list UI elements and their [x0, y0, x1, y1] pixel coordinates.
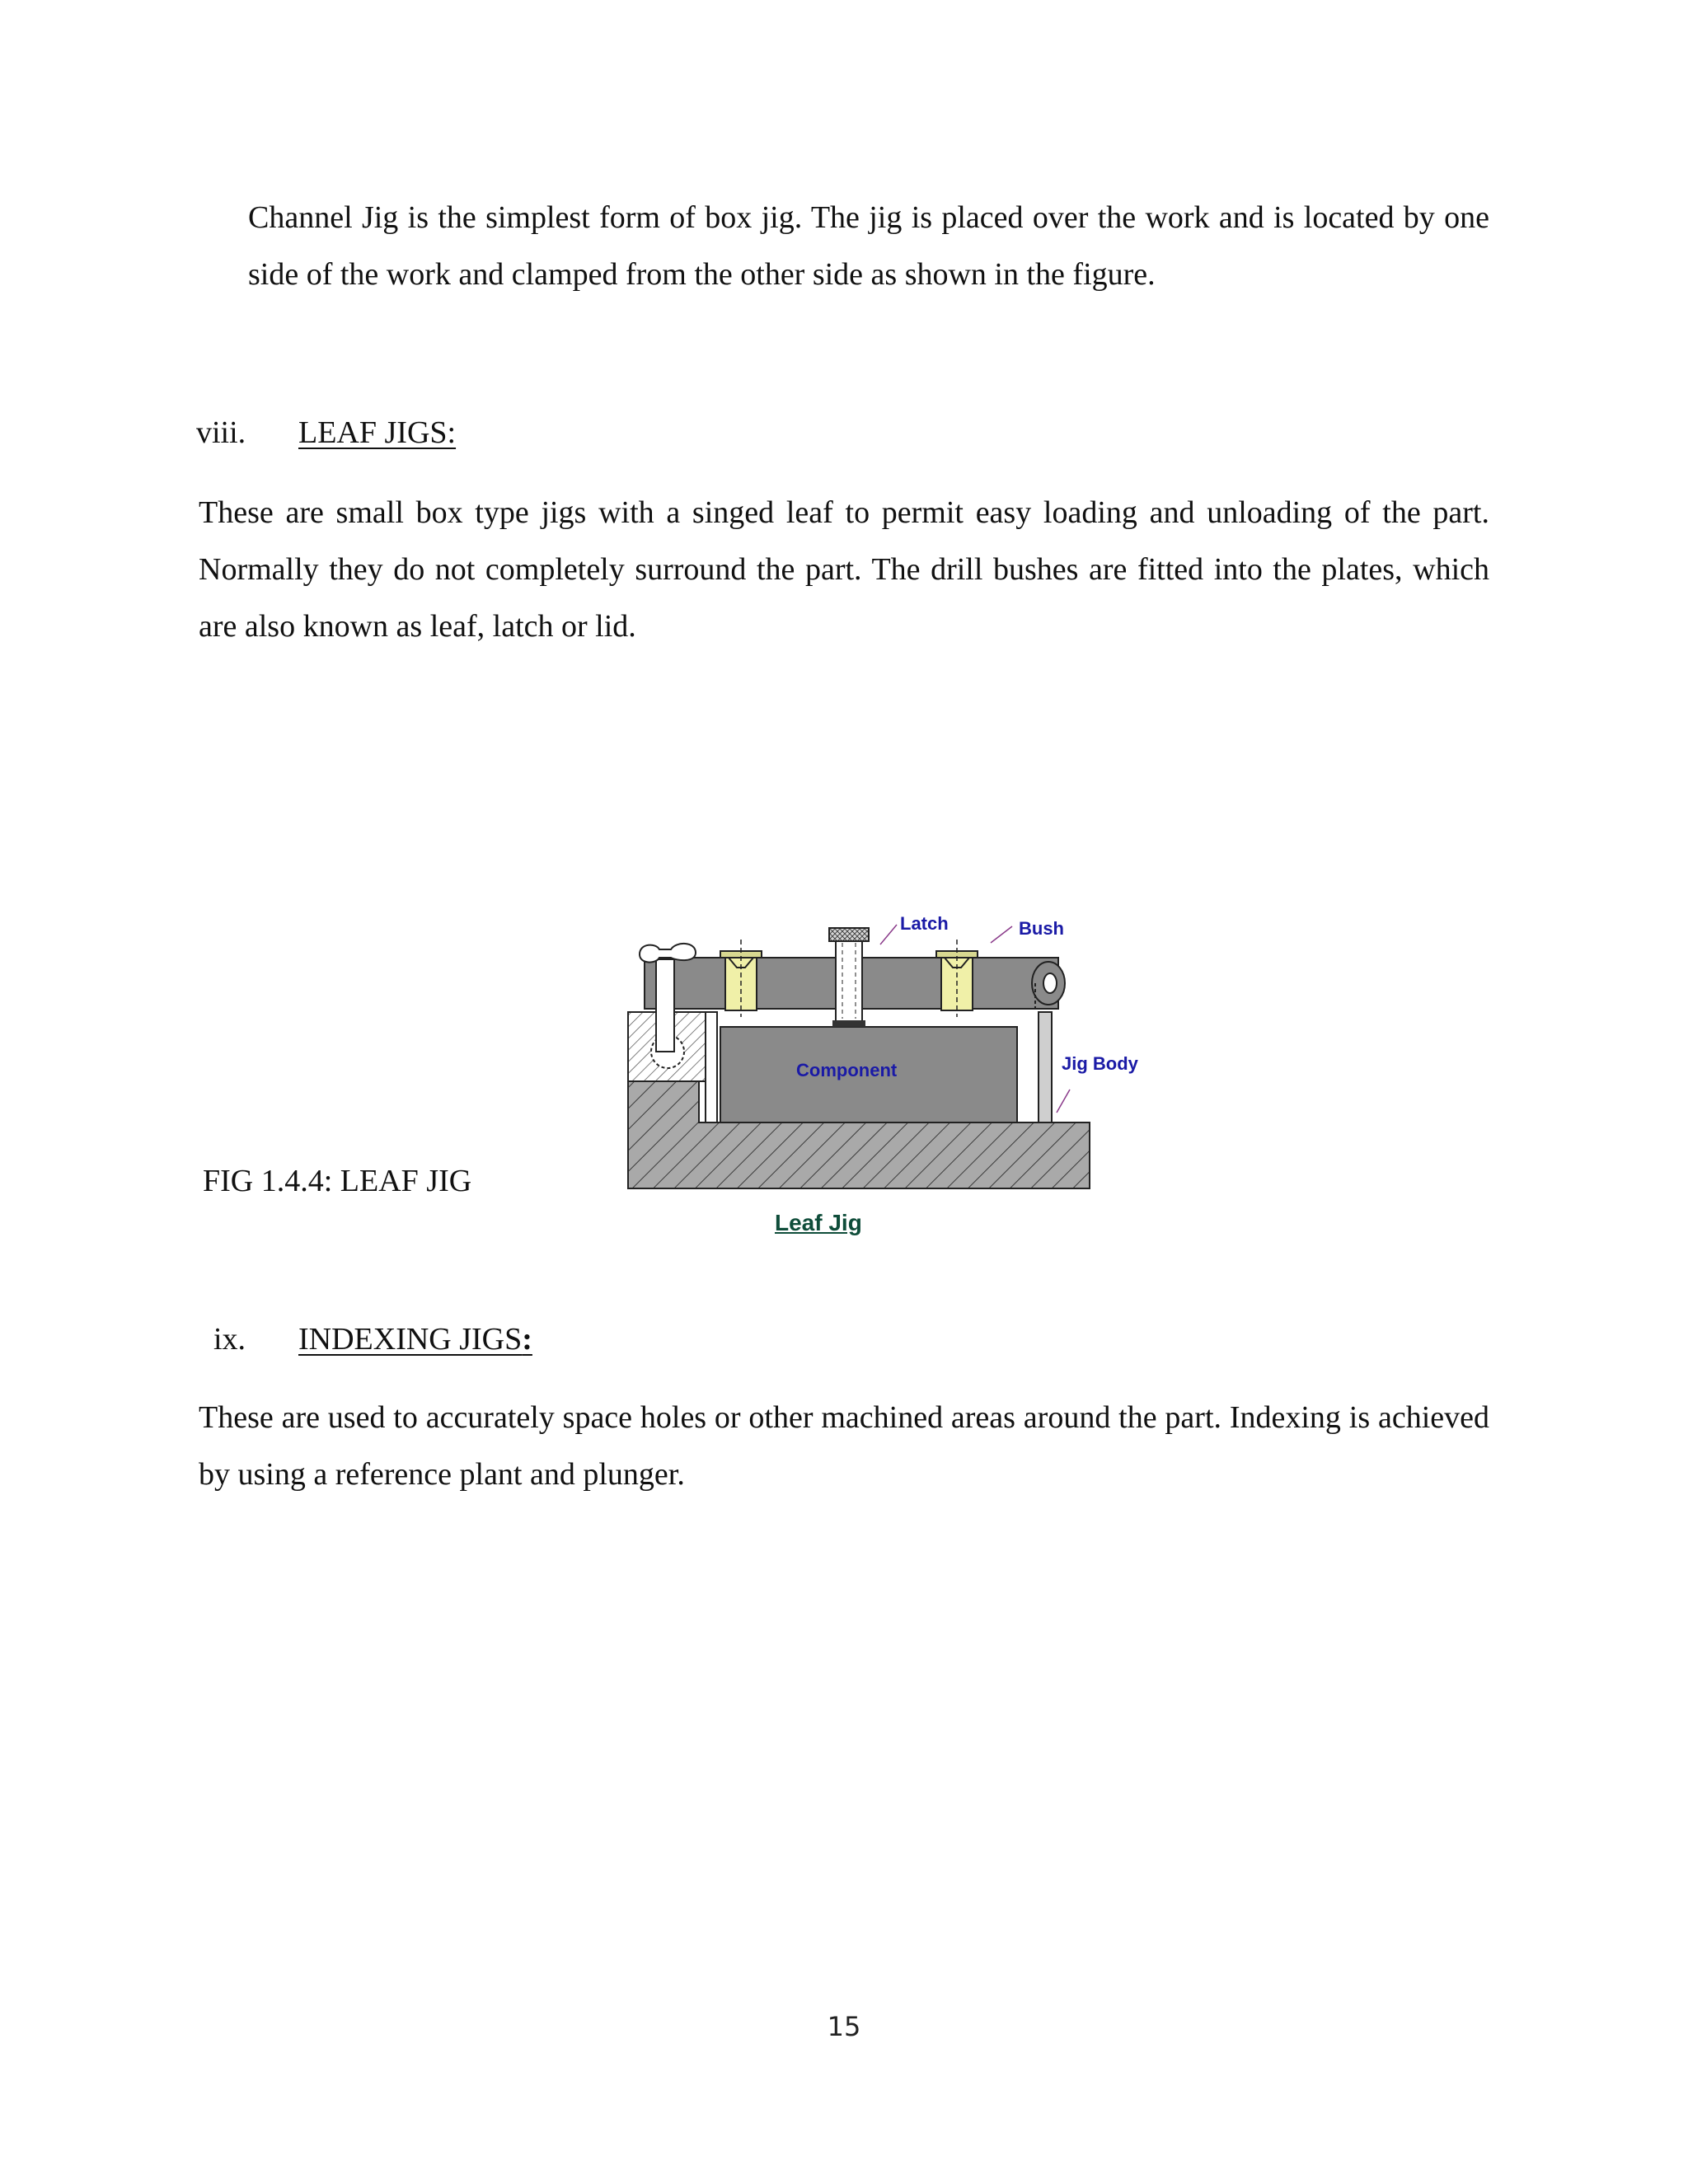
leaf-jigs-heading — [196, 412, 691, 453]
left-wall — [706, 1012, 717, 1122]
component-label: Component — [796, 1060, 898, 1080]
figure-title: Leaf Jig — [775, 1210, 862, 1235]
intro-paragraph: Channel Jig is the simplest form of box jig. The jig is placed over the work and is located by one side of the work and clamped from the other side as shown in the figure. — [248, 200, 1489, 292]
section-title-colon: : — [522, 1322, 532, 1357]
section-number: viii. — [196, 415, 246, 450]
leaf-jig-figure — [620, 907, 1156, 1253]
leaf-jigs-paragraph: These are small box type jigs with a singed leaf to permit easy loading and unloading of the part. Normally they do not completely surround the part. The drill bushes are fitted into the plates, which are also known as leaf, latch or lid. — [199, 495, 1489, 644]
bush-label: Bush — [1019, 918, 1064, 939]
latch-label: Latch — [900, 913, 949, 934]
section-title-text: INDEXING JIGS — [298, 1322, 523, 1357]
section-title: LEAF JIGS: — [298, 415, 457, 450]
section-number: ix. — [213, 1322, 246, 1357]
indexing-jigs-heading — [213, 1319, 708, 1360]
indexing-jigs-paragraph: These are used to accurately space holes or other machined areas around the part. Indexing is achieved by using a reference plant and plunger. — [199, 1400, 1489, 1492]
jig-body-post — [1039, 1012, 1052, 1122]
section-title — [298, 1319, 532, 1360]
figure-caption: FIG 1.4.4: LEAF JIG — [203, 1164, 472, 1198]
page-number: 15 — [827, 2011, 861, 2042]
jig-body-label: Jig Body — [1062, 1053, 1138, 1074]
latch-screw — [836, 940, 862, 1022]
